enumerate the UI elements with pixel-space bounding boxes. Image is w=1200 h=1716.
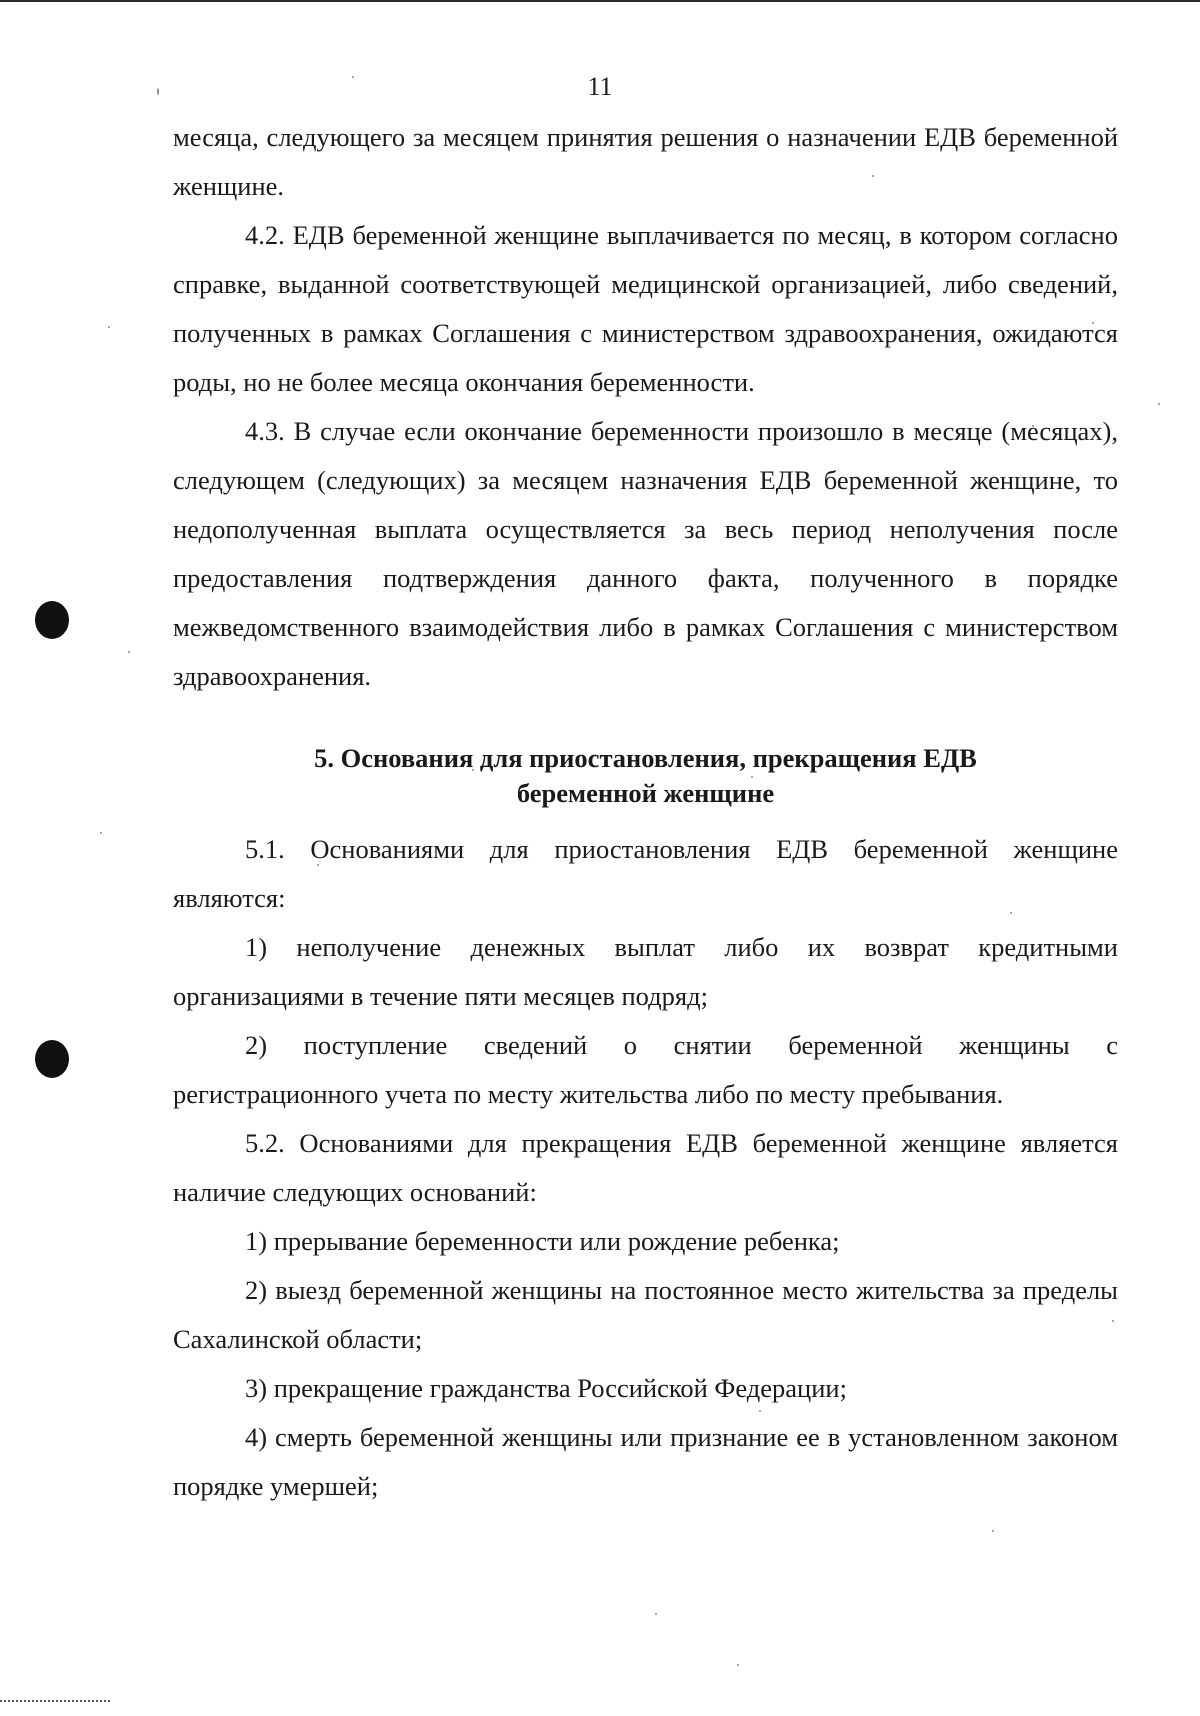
paragraph-5-1: 5.1. Основаниями для приостановления ЕДВ беременной женщине являются: — [173, 834, 1118, 913]
page-number: 11 — [587, 72, 613, 101]
scan-speck — [1158, 403, 1160, 405]
scan-speck — [108, 326, 110, 328]
paragraph-5-2-item-4: 4) смерть беременной женщины или признание ее в установленном законом порядке умершей; — [173, 1422, 1118, 1501]
paragraph-5-2-item-2: 2) выезд беременной женщины на постоянное место жительства за пределы Сахалинской области; — [173, 1275, 1118, 1354]
punch-hole-lower — [35, 1040, 69, 1078]
section-5-heading-line1: 5. Основания для приостановления, прекращения ЕДВ — [314, 743, 977, 773]
section-5-heading — [173, 701, 1118, 825]
paragraph-5-1-item-2: 2) поступление сведений о снятии беременной женщины с регистрационного учета по месту жительства либо по месту пребывания. — [173, 1030, 1118, 1109]
paragraph-5-2-item-3: 3) прекращение гражданства Российской Федерации; — [245, 1373, 847, 1403]
scan-speck — [655, 1613, 657, 1615]
document-body — [173, 113, 1118, 1511]
paragraph-4-3: 4.3. В случае если окончание беременности произошло в месяце (месяцах), следующем (следующих) за месяцем назначения ЕДВ беременной женщине, то недополученная выплата осуществляется за весь период неполучения после предоставления подтверждения данного факта, полученного в порядке межведомственного взаимодействия либо в рамках Соглашения с министерством здравоохранения. — [173, 416, 1118, 691]
section-5-heading-line2: беременной женщине — [516, 778, 775, 808]
punch-hole-upper — [35, 601, 69, 639]
paragraph-4-2: 4.2. ЕДВ беременной женщине выплачивается по месяц, в котором согласно справке, выданной соответствующей медицинской организацией, либо сведений, полученных в рамках Соглашения с министерством здравоохранения, ожидаются роды, но не более месяца окончания беременности. — [173, 220, 1118, 397]
scan-speck — [737, 1664, 739, 1666]
scan-speck — [992, 1530, 994, 1532]
paragraph-5-2-item-1: 1) прерывание беременности или рождение ребенка; — [245, 1226, 840, 1256]
paragraph-5-2: 5.2. Основаниями для прекращения ЕДВ беременной женщине является наличие следующих оснований: — [173, 1128, 1118, 1207]
scan-speck — [128, 651, 130, 653]
scan-bottom-edge — [0, 1698, 110, 1702]
scan-speck — [100, 832, 102, 834]
paragraph-continuation: месяца, следующего за месяцем принятия решения о назначении ЕДВ беременной женщине. — [173, 122, 1118, 201]
scan-top-edge — [0, 0, 1200, 2]
paragraph-5-1-item-1: 1) неполучение денежных выплат либо их возврат кредитными организациями в течение пяти месяцев подряд; — [173, 932, 1118, 1011]
